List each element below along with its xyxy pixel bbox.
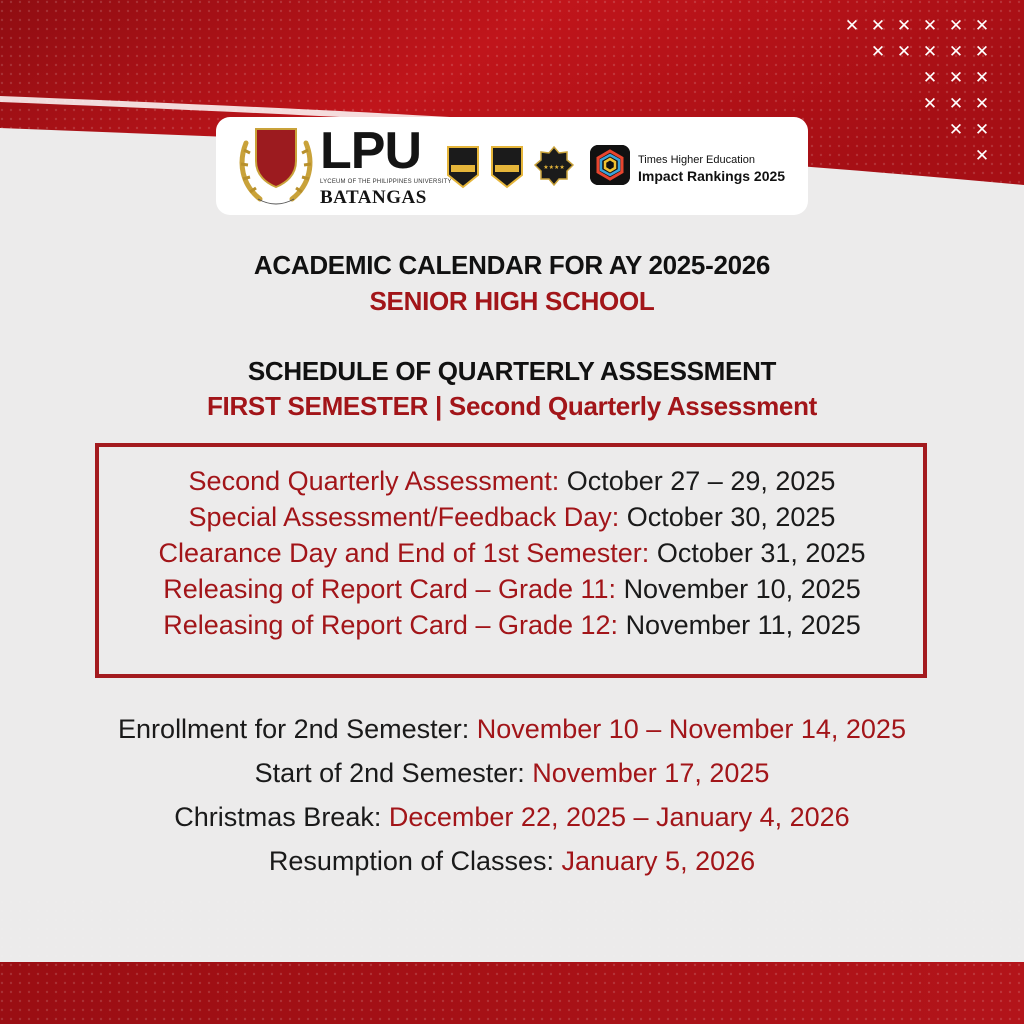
event-date: November 17, 2025 (532, 758, 770, 788)
decorative-x-icon: ✕ (948, 16, 964, 36)
decorative-x-icon: ✕ (948, 42, 964, 62)
svg-text:★★★★: ★★★★ (543, 164, 565, 171)
impact-rankings-label: Impact Rankings 2025 (638, 168, 786, 184)
event-label: Enrollment for 2nd Semester: (118, 714, 470, 744)
ranking-badge-1-icon (446, 145, 480, 189)
schedule-row (0, 610, 1024, 641)
decorative-x-icon: ✕ (948, 68, 964, 88)
decorative-x-icon: ✕ (922, 42, 938, 62)
event-row (0, 846, 1024, 877)
decorative-x-icon: ✕ (974, 68, 990, 88)
five-star-badge-icon (534, 145, 574, 189)
decorative-x-icon: ✕ (870, 42, 886, 62)
schedule-label: Releasing of Report Card – Grade 11: (163, 574, 617, 604)
decorative-x-icon: ✕ (974, 94, 990, 114)
decorative-x-icon: ✕ (974, 42, 990, 62)
decorative-x-icon: ✕ (896, 42, 912, 62)
decorative-x-icon: ✕ (948, 120, 964, 140)
decorative-x-icon: ✕ (974, 120, 990, 140)
event-label: Resumption of Classes: (268, 846, 554, 876)
event-label: Christmas Break: (174, 802, 382, 832)
decorative-x-icon: ✕ (974, 146, 990, 166)
event-row (0, 714, 1024, 745)
decorative-x-icon: ✕ (974, 16, 990, 36)
schedule-date: October 27 – 29, 2025 (566, 466, 836, 496)
the-label: Times Higher Education (638, 154, 755, 166)
decorative-x-icon: ✕ (844, 16, 860, 36)
the-impact-rankings-icon (590, 145, 630, 185)
ranking-badge-2-icon (490, 145, 524, 189)
schedule-row (0, 538, 1024, 569)
decorative-x-pattern (844, 18, 996, 168)
event-date: November 10 – November 14, 2025 (476, 714, 906, 744)
schedule-date: November 10, 2025 (623, 574, 861, 604)
schedule-label: Releasing of Report Card – Grade 12: (163, 610, 619, 640)
schedule-row (0, 574, 1024, 605)
decorative-x-icon: ✕ (922, 68, 938, 88)
schedule-row (0, 466, 1024, 497)
event-date: December 22, 2025 – January 4, 2026 (388, 802, 850, 832)
schedule-row (0, 502, 1024, 533)
decorative-x-icon: ✕ (922, 16, 938, 36)
semester-subtitle: FIRST SEMESTER | Second Quarterly Assessment (206, 391, 818, 421)
schedule-date: October 30, 2025 (626, 502, 836, 532)
lpu-tagline: LYCEUM OF THE PHILIPPINES UNIVERSITY (320, 179, 452, 185)
decorative-x-icon: ✕ (922, 94, 938, 114)
decorative-x-icon: ✕ (948, 94, 964, 114)
lpu-seal-logo (236, 123, 316, 209)
schedule-label: Clearance Day and End of 1st Semester: (158, 538, 650, 568)
calendar-title: ACADEMIC CALENDAR FOR AY 2025-2026 (253, 250, 771, 280)
event-label: Start of 2nd Semester: (254, 758, 525, 788)
schedule-date: November 11, 2025 (625, 610, 861, 640)
schedule-title: SCHEDULE OF QUARTERLY ASSESSMENT (247, 356, 777, 386)
schedule-label: Second Quarterly Assessment: (188, 466, 560, 496)
decorative-x-icon: ✕ (870, 16, 886, 36)
decorative-x-icon: ✕ (896, 16, 912, 36)
schedule-date: October 31, 2025 (656, 538, 866, 568)
schedule-label: Special Assessment/Feedback Day: (188, 502, 620, 532)
event-row (0, 758, 1024, 789)
event-date: January 5, 2026 (561, 846, 756, 876)
lpu-wordmark: LPU (320, 122, 421, 180)
lpu-campus: BATANGAS (320, 187, 427, 208)
logo-bar (216, 117, 808, 215)
event-row (0, 802, 1024, 833)
school-level-title: SENIOR HIGH SCHOOL (369, 286, 655, 316)
